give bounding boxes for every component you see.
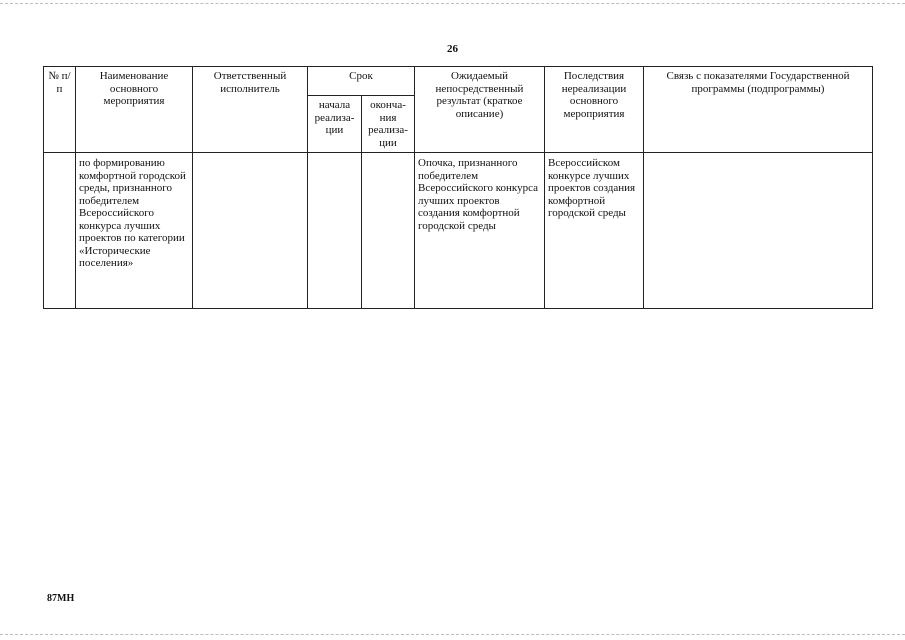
header-executor: Ответственный исполнитель	[193, 67, 308, 153]
footer-code: 87МН	[47, 593, 75, 604]
cell-consequences: Всероссийском конкурсе лучших проектов создания комфортной городской среды	[545, 153, 644, 309]
header-num: № п/п	[44, 67, 76, 153]
header-name: Наименование основного мероприятия	[76, 67, 193, 153]
cell-term-end	[362, 153, 415, 309]
page-number: 26	[447, 43, 458, 55]
cell-term-start	[308, 153, 362, 309]
header-expected-result: Ожидаемый непосредственный результат (краткое описание)	[415, 67, 545, 153]
cell-name: по формированию комфортной городской среды, признанного победителем Всероссийского конкурса лучших проектов по категории «Исторические поселения»	[76, 153, 193, 309]
cell-executor	[193, 153, 308, 309]
header-term-end: оконча-ния реализа-ции	[362, 96, 415, 153]
cell-program-link	[644, 153, 873, 309]
cell-expected-result: Опочка, признанного победителем Всероссийского конкурса лучших проектов создания комфортной городской среды	[415, 153, 545, 309]
table-header-row	[44, 67, 873, 96]
header-term: Срок	[308, 67, 415, 96]
cell-num	[44, 153, 76, 309]
scan-edge-bottom	[0, 634, 905, 635]
scan-edge-top	[0, 3, 905, 4]
activities-table	[43, 66, 873, 309]
header-term-start: начала реализа-ции	[308, 96, 362, 153]
table-row	[44, 153, 873, 309]
header-program-link: Связь с показателями Государственной программы (подпрограммы)	[644, 67, 873, 153]
header-consequences: Последствия нереализации основного мероприятия	[545, 67, 644, 153]
